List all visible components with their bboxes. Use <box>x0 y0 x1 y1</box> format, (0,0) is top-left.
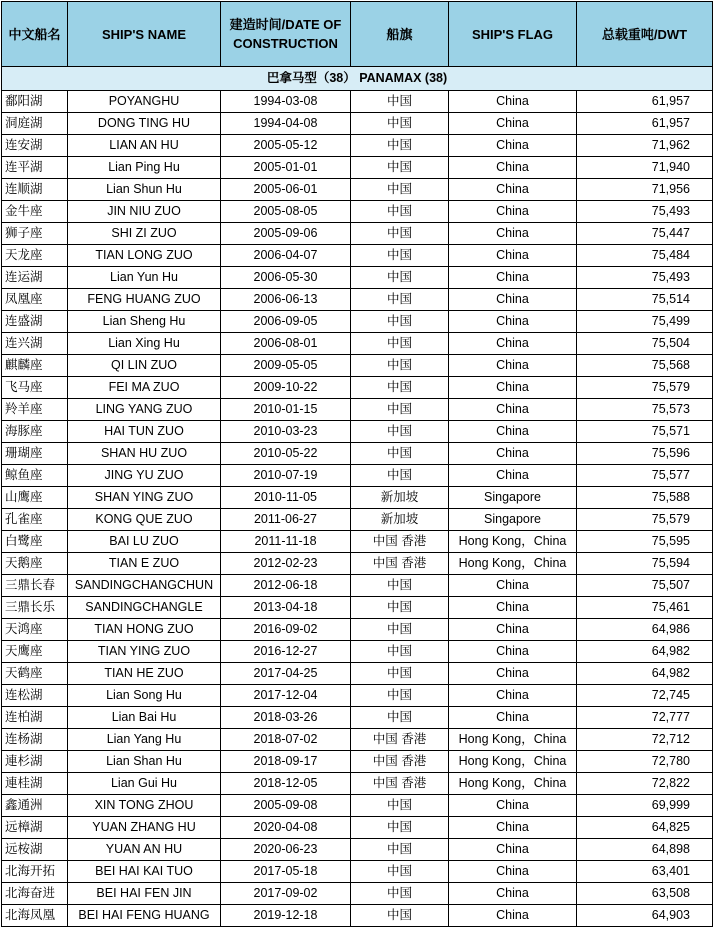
cell-ship-name: SANDINGCHANGLE <box>68 597 221 619</box>
cell-flag-en: China <box>449 135 577 157</box>
cell-ship-name: BEI HAI FENG HUANG <box>68 905 221 927</box>
cell-cn-name: 飞马座 <box>2 377 68 399</box>
table-row <box>2 223 713 245</box>
cell-flag-cn: 中国 <box>351 355 449 377</box>
cell-flag-cn: 中国 <box>351 113 449 135</box>
cell-ship-name: Lian Song Hu <box>68 685 221 707</box>
cell-construction-date: 2017-09-02 <box>221 883 351 905</box>
section-row <box>2 67 713 91</box>
cell-ship-name: TIAN YING ZUO <box>68 641 221 663</box>
cell-flag-en: China <box>449 641 577 663</box>
cell-flag-en: China <box>449 619 577 641</box>
cell-ship-name: Lian Xing Hu <box>68 333 221 355</box>
cell-flag-cn: 新加坡 <box>351 509 449 531</box>
cell-flag-en: China <box>449 817 577 839</box>
cell-flag-cn: 中国 <box>351 707 449 729</box>
cell-ship-name: SHI ZI ZUO <box>68 223 221 245</box>
cell-ship-name: LING YANG ZUO <box>68 399 221 421</box>
table-row <box>2 245 713 267</box>
cell-dwt: 75,595 <box>577 531 713 553</box>
cell-ship-name: FEI MA ZUO <box>68 377 221 399</box>
cell-dwt: 75,447 <box>577 223 713 245</box>
cell-flag-en: China <box>449 245 577 267</box>
cell-construction-date: 2016-09-02 <box>221 619 351 641</box>
cell-ship-name: HAI TUN ZUO <box>68 421 221 443</box>
cell-flag-en: Singapore <box>449 487 577 509</box>
cell-cn-name: 連杉湖 <box>2 751 68 773</box>
cell-cn-name: 三鼎长春 <box>2 575 68 597</box>
cell-dwt: 75,579 <box>577 509 713 531</box>
cell-construction-date: 2006-05-30 <box>221 267 351 289</box>
cell-dwt: 75,577 <box>577 465 713 487</box>
cell-dwt: 64,898 <box>577 839 713 861</box>
cell-flag-cn: 中国 <box>351 883 449 905</box>
cell-dwt: 75,507 <box>577 575 713 597</box>
cell-ship-name: XIN TONG ZHOU <box>68 795 221 817</box>
cell-flag-en: China <box>449 465 577 487</box>
cell-dwt: 75,596 <box>577 443 713 465</box>
cell-dwt: 72,777 <box>577 707 713 729</box>
cell-cn-name: 天鹰座 <box>2 641 68 663</box>
cell-flag-cn: 中国 <box>351 201 449 223</box>
table-row <box>2 729 713 751</box>
cell-flag-en: China <box>449 795 577 817</box>
cell-flag-cn: 中国 <box>351 861 449 883</box>
cell-construction-date: 2005-09-08 <box>221 795 351 817</box>
cell-ship-name: Lian Ping Hu <box>68 157 221 179</box>
cell-dwt: 75,573 <box>577 399 713 421</box>
table-row <box>2 355 713 377</box>
table-row <box>2 751 713 773</box>
cell-flag-cn: 中国 <box>351 685 449 707</box>
cell-construction-date: 2013-04-18 <box>221 597 351 619</box>
cell-flag-en: China <box>449 289 577 311</box>
cell-flag-en: China <box>449 201 577 223</box>
cell-flag-cn: 中国 <box>351 597 449 619</box>
cell-cn-name: 山鹰座 <box>2 487 68 509</box>
cell-construction-date: 2005-06-01 <box>221 179 351 201</box>
header-cn-name: 中文船名 <box>2 2 68 67</box>
cell-dwt: 64,982 <box>577 641 713 663</box>
table-row <box>2 157 713 179</box>
cell-cn-name: 天龙座 <box>2 245 68 267</box>
cell-flag-en: Singapore <box>449 509 577 531</box>
cell-flag-en: Hong Kong，China <box>449 773 577 795</box>
cell-dwt: 64,825 <box>577 817 713 839</box>
cell-flag-cn: 中国 <box>351 575 449 597</box>
cell-cn-name: 连平湖 <box>2 157 68 179</box>
header-construction-date: 建造时间/DATE OF CONSTRUCTION <box>221 2 351 67</box>
cell-cn-name: 连兴湖 <box>2 333 68 355</box>
table-row <box>2 817 713 839</box>
cell-construction-date: 2010-07-19 <box>221 465 351 487</box>
table-row <box>2 707 713 729</box>
cell-ship-name: BEI HAI FEN JIN <box>68 883 221 905</box>
cell-flag-en: China <box>449 355 577 377</box>
cell-cn-name: 北海开拓 <box>2 861 68 883</box>
cell-cn-name: 海豚座 <box>2 421 68 443</box>
cell-flag-en: China <box>449 883 577 905</box>
table-row <box>2 773 713 795</box>
cell-cn-name: 远樟湖 <box>2 817 68 839</box>
cell-flag-cn: 中国 <box>351 619 449 641</box>
cell-cn-name: 鑫通洲 <box>2 795 68 817</box>
cell-flag-en: China <box>449 113 577 135</box>
cell-ship-name: KONG QUE ZUO <box>68 509 221 531</box>
cell-construction-date: 1994-03-08 <box>221 91 351 113</box>
cell-flag-cn: 中国 <box>351 817 449 839</box>
cell-ship-name: TIAN HONG ZUO <box>68 619 221 641</box>
cell-flag-cn: 中国 香港 <box>351 553 449 575</box>
cell-ship-name: Lian Yang Hu <box>68 729 221 751</box>
cell-cn-name: 金牛座 <box>2 201 68 223</box>
table-row <box>2 795 713 817</box>
table-row <box>2 861 713 883</box>
cell-dwt: 75,568 <box>577 355 713 377</box>
table-row <box>2 531 713 553</box>
cell-flag-en: Hong Kong，China <box>449 729 577 751</box>
cell-ship-name: LIAN AN HU <box>68 135 221 157</box>
cell-flag-cn: 中国 <box>351 465 449 487</box>
cell-ship-name: TIAN HE ZUO <box>68 663 221 685</box>
cell-construction-date: 2017-05-18 <box>221 861 351 883</box>
cell-cn-name: 连运湖 <box>2 267 68 289</box>
table-row <box>2 311 713 333</box>
header-row <box>2 2 713 67</box>
header-flag-en: SHIP'S FLAG <box>449 2 577 67</box>
table-row <box>2 377 713 399</box>
cell-ship-name: Lian Bai Hu <box>68 707 221 729</box>
table-row <box>2 619 713 641</box>
cell-flag-en: China <box>449 311 577 333</box>
table-row <box>2 135 713 157</box>
cell-flag-cn: 中国 香港 <box>351 773 449 795</box>
header-dwt: 总载重吨/DWT <box>577 2 713 67</box>
cell-flag-cn: 中国 <box>351 223 449 245</box>
cell-construction-date: 2010-01-15 <box>221 399 351 421</box>
table-row <box>2 685 713 707</box>
table-row <box>2 179 713 201</box>
cell-ship-name: YUAN ZHANG HU <box>68 817 221 839</box>
cell-flag-cn: 中国 <box>351 267 449 289</box>
cell-cn-name: 凤凰座 <box>2 289 68 311</box>
cell-construction-date: 2009-05-05 <box>221 355 351 377</box>
cell-ship-name: BAI LU ZUO <box>68 531 221 553</box>
cell-flag-en: China <box>449 179 577 201</box>
cell-flag-en: Hong Kong，China <box>449 553 577 575</box>
cell-cn-name: 连松湖 <box>2 685 68 707</box>
cell-ship-name: DONG TING HU <box>68 113 221 135</box>
cell-cn-name: 连柏湖 <box>2 707 68 729</box>
table-row <box>2 905 713 927</box>
cell-ship-name: TIAN E ZUO <box>68 553 221 575</box>
table-body <box>2 67 713 927</box>
cell-construction-date: 2006-09-05 <box>221 311 351 333</box>
cell-flag-cn: 中国 <box>351 399 449 421</box>
cell-flag-cn: 中国 <box>351 157 449 179</box>
cell-cn-name: 洞庭湖 <box>2 113 68 135</box>
table-row <box>2 201 713 223</box>
cell-cn-name: 珊瑚座 <box>2 443 68 465</box>
cell-ship-name: JING YU ZUO <box>68 465 221 487</box>
cell-dwt: 75,493 <box>577 267 713 289</box>
cell-dwt: 72,780 <box>577 751 713 773</box>
cell-flag-cn: 中国 <box>351 795 449 817</box>
cell-cn-name: 狮子座 <box>2 223 68 245</box>
cell-dwt: 75,504 <box>577 333 713 355</box>
cell-construction-date: 2017-12-04 <box>221 685 351 707</box>
cell-construction-date: 2019-12-18 <box>221 905 351 927</box>
cell-flag-cn: 中国 <box>351 377 449 399</box>
cell-cn-name: 羚羊座 <box>2 399 68 421</box>
cell-ship-name: TIAN LONG ZUO <box>68 245 221 267</box>
cell-dwt: 75,499 <box>577 311 713 333</box>
cell-dwt: 63,401 <box>577 861 713 883</box>
cell-flag-cn: 中国 <box>351 311 449 333</box>
cell-flag-en: China <box>449 861 577 883</box>
cell-dwt: 75,484 <box>577 245 713 267</box>
cell-flag-cn: 中国 <box>351 245 449 267</box>
cell-construction-date: 2006-06-13 <box>221 289 351 311</box>
cell-flag-cn: 中国 <box>351 179 449 201</box>
table-row <box>2 91 713 113</box>
header-ship-name: SHIP'S NAME <box>68 2 221 67</box>
cell-ship-name: POYANGHU <box>68 91 221 113</box>
cell-flag-cn: 中国 <box>351 135 449 157</box>
cell-dwt: 63,508 <box>577 883 713 905</box>
table-row <box>2 839 713 861</box>
cell-dwt: 71,962 <box>577 135 713 157</box>
cell-construction-date: 2018-07-02 <box>221 729 351 751</box>
cell-construction-date: 2016-12-27 <box>221 641 351 663</box>
table-row <box>2 333 713 355</box>
ship-fleet-table <box>1 1 713 927</box>
cell-flag-en: China <box>449 685 577 707</box>
table-row <box>2 641 713 663</box>
cell-flag-cn: 中国 香港 <box>351 729 449 751</box>
cell-ship-name: JIN NIU ZUO <box>68 201 221 223</box>
cell-cn-name: 孔雀座 <box>2 509 68 531</box>
cell-dwt: 72,745 <box>577 685 713 707</box>
cell-construction-date: 2018-12-05 <box>221 773 351 795</box>
cell-dwt: 75,594 <box>577 553 713 575</box>
cell-cn-name: 北海奋进 <box>2 883 68 905</box>
cell-cn-name: 连顺湖 <box>2 179 68 201</box>
cell-flag-en: China <box>449 267 577 289</box>
cell-flag-en: China <box>449 597 577 619</box>
section-title: 巴拿马型（38） PANAMAX (38) <box>2 67 713 91</box>
cell-flag-cn: 中国 <box>351 839 449 861</box>
cell-ship-name: Lian Shan Hu <box>68 751 221 773</box>
cell-cn-name: 天鹅座 <box>2 553 68 575</box>
cell-cn-name: 鄱阳湖 <box>2 91 68 113</box>
cell-construction-date: 2017-04-25 <box>221 663 351 685</box>
cell-dwt: 75,461 <box>577 597 713 619</box>
cell-dwt: 64,903 <box>577 905 713 927</box>
cell-dwt: 75,588 <box>577 487 713 509</box>
cell-flag-en: China <box>449 223 577 245</box>
cell-construction-date: 2012-02-23 <box>221 553 351 575</box>
cell-flag-en: China <box>449 663 577 685</box>
cell-dwt: 61,957 <box>577 91 713 113</box>
cell-flag-en: China <box>449 443 577 465</box>
cell-flag-en: Hong Kong，China <box>449 751 577 773</box>
cell-cn-name: 連桂湖 <box>2 773 68 795</box>
cell-flag-cn: 中国 <box>351 333 449 355</box>
table-row <box>2 289 713 311</box>
cell-construction-date: 2020-04-08 <box>221 817 351 839</box>
cell-cn-name: 天鸿座 <box>2 619 68 641</box>
cell-flag-cn: 中国 <box>351 905 449 927</box>
cell-cn-name: 连杨湖 <box>2 729 68 751</box>
cell-cn-name: 鲸鱼座 <box>2 465 68 487</box>
cell-flag-cn: 中国 <box>351 663 449 685</box>
table-row <box>2 267 713 289</box>
table-row <box>2 663 713 685</box>
cell-construction-date: 1994-04-08 <box>221 113 351 135</box>
cell-dwt: 64,982 <box>577 663 713 685</box>
header-flag-cn: 船旗 <box>351 2 449 67</box>
cell-ship-name: Lian Gui Hu <box>68 773 221 795</box>
cell-construction-date: 2010-05-22 <box>221 443 351 465</box>
table-row <box>2 487 713 509</box>
cell-ship-name: Lian Yun Hu <box>68 267 221 289</box>
table-row <box>2 575 713 597</box>
cell-flag-cn: 中国 <box>351 289 449 311</box>
cell-flag-en: China <box>449 707 577 729</box>
cell-cn-name: 三鼎长乐 <box>2 597 68 619</box>
cell-flag-en: China <box>449 399 577 421</box>
cell-flag-cn: 中国 <box>351 443 449 465</box>
cell-dwt: 72,822 <box>577 773 713 795</box>
cell-construction-date: 2005-01-01 <box>221 157 351 179</box>
cell-flag-cn: 中国 <box>351 421 449 443</box>
table-row <box>2 553 713 575</box>
cell-construction-date: 2012-06-18 <box>221 575 351 597</box>
cell-ship-name: QI LIN ZUO <box>68 355 221 377</box>
cell-construction-date: 2018-09-17 <box>221 751 351 773</box>
cell-construction-date: 2018-03-26 <box>221 707 351 729</box>
cell-flag-en: China <box>449 333 577 355</box>
cell-cn-name: 麒麟座 <box>2 355 68 377</box>
cell-construction-date: 2020-06-23 <box>221 839 351 861</box>
cell-flag-cn: 中国 <box>351 91 449 113</box>
table-row <box>2 399 713 421</box>
cell-cn-name: 天鹤座 <box>2 663 68 685</box>
cell-dwt: 75,571 <box>577 421 713 443</box>
table-row <box>2 465 713 487</box>
cell-construction-date: 2009-10-22 <box>221 377 351 399</box>
cell-flag-en: China <box>449 421 577 443</box>
cell-dwt: 72,712 <box>577 729 713 751</box>
table-row <box>2 443 713 465</box>
table-row <box>2 883 713 905</box>
cell-dwt: 75,514 <box>577 289 713 311</box>
cell-dwt: 71,956 <box>577 179 713 201</box>
cell-construction-date: 2005-09-06 <box>221 223 351 245</box>
cell-construction-date: 2006-04-07 <box>221 245 351 267</box>
cell-cn-name: 连盛湖 <box>2 311 68 333</box>
cell-flag-en: China <box>449 157 577 179</box>
cell-cn-name: 远桉湖 <box>2 839 68 861</box>
cell-flag-en: China <box>449 575 577 597</box>
table-row <box>2 509 713 531</box>
cell-cn-name: 北海凤凰 <box>2 905 68 927</box>
cell-construction-date: 2011-11-18 <box>221 531 351 553</box>
cell-construction-date: 2010-11-05 <box>221 487 351 509</box>
cell-cn-name: 白鹭座 <box>2 531 68 553</box>
cell-cn-name: 连安湖 <box>2 135 68 157</box>
table-header <box>2 2 713 67</box>
cell-dwt: 64,986 <box>577 619 713 641</box>
cell-flag-cn: 中国 <box>351 641 449 663</box>
cell-ship-name: SANDINGCHANGCHUN <box>68 575 221 597</box>
cell-construction-date: 2011-06-27 <box>221 509 351 531</box>
cell-construction-date: 2006-08-01 <box>221 333 351 355</box>
table-row <box>2 597 713 619</box>
cell-flag-en: China <box>449 377 577 399</box>
cell-ship-name: Lian Sheng Hu <box>68 311 221 333</box>
cell-flag-cn: 中国 香港 <box>351 751 449 773</box>
cell-flag-en: China <box>449 905 577 927</box>
cell-ship-name: YUAN AN HU <box>68 839 221 861</box>
cell-dwt: 61,957 <box>577 113 713 135</box>
cell-dwt: 75,493 <box>577 201 713 223</box>
cell-flag-en: China <box>449 91 577 113</box>
cell-construction-date: 2005-08-05 <box>221 201 351 223</box>
cell-dwt: 69,999 <box>577 795 713 817</box>
cell-dwt: 71,940 <box>577 157 713 179</box>
cell-ship-name: Lian Shun Hu <box>68 179 221 201</box>
cell-flag-en: China <box>449 839 577 861</box>
cell-construction-date: 2005-05-12 <box>221 135 351 157</box>
cell-construction-date: 2010-03-23 <box>221 421 351 443</box>
table-row <box>2 421 713 443</box>
cell-ship-name: FENG HUANG ZUO <box>68 289 221 311</box>
cell-flag-en: Hong Kong，China <box>449 531 577 553</box>
table-row <box>2 113 713 135</box>
cell-ship-name: SHAN YING ZUO <box>68 487 221 509</box>
cell-ship-name: BEI HAI KAI TUO <box>68 861 221 883</box>
cell-flag-cn: 中国 香港 <box>351 531 449 553</box>
cell-flag-cn: 新加坡 <box>351 487 449 509</box>
cell-dwt: 75,579 <box>577 377 713 399</box>
cell-ship-name: SHAN HU ZUO <box>68 443 221 465</box>
